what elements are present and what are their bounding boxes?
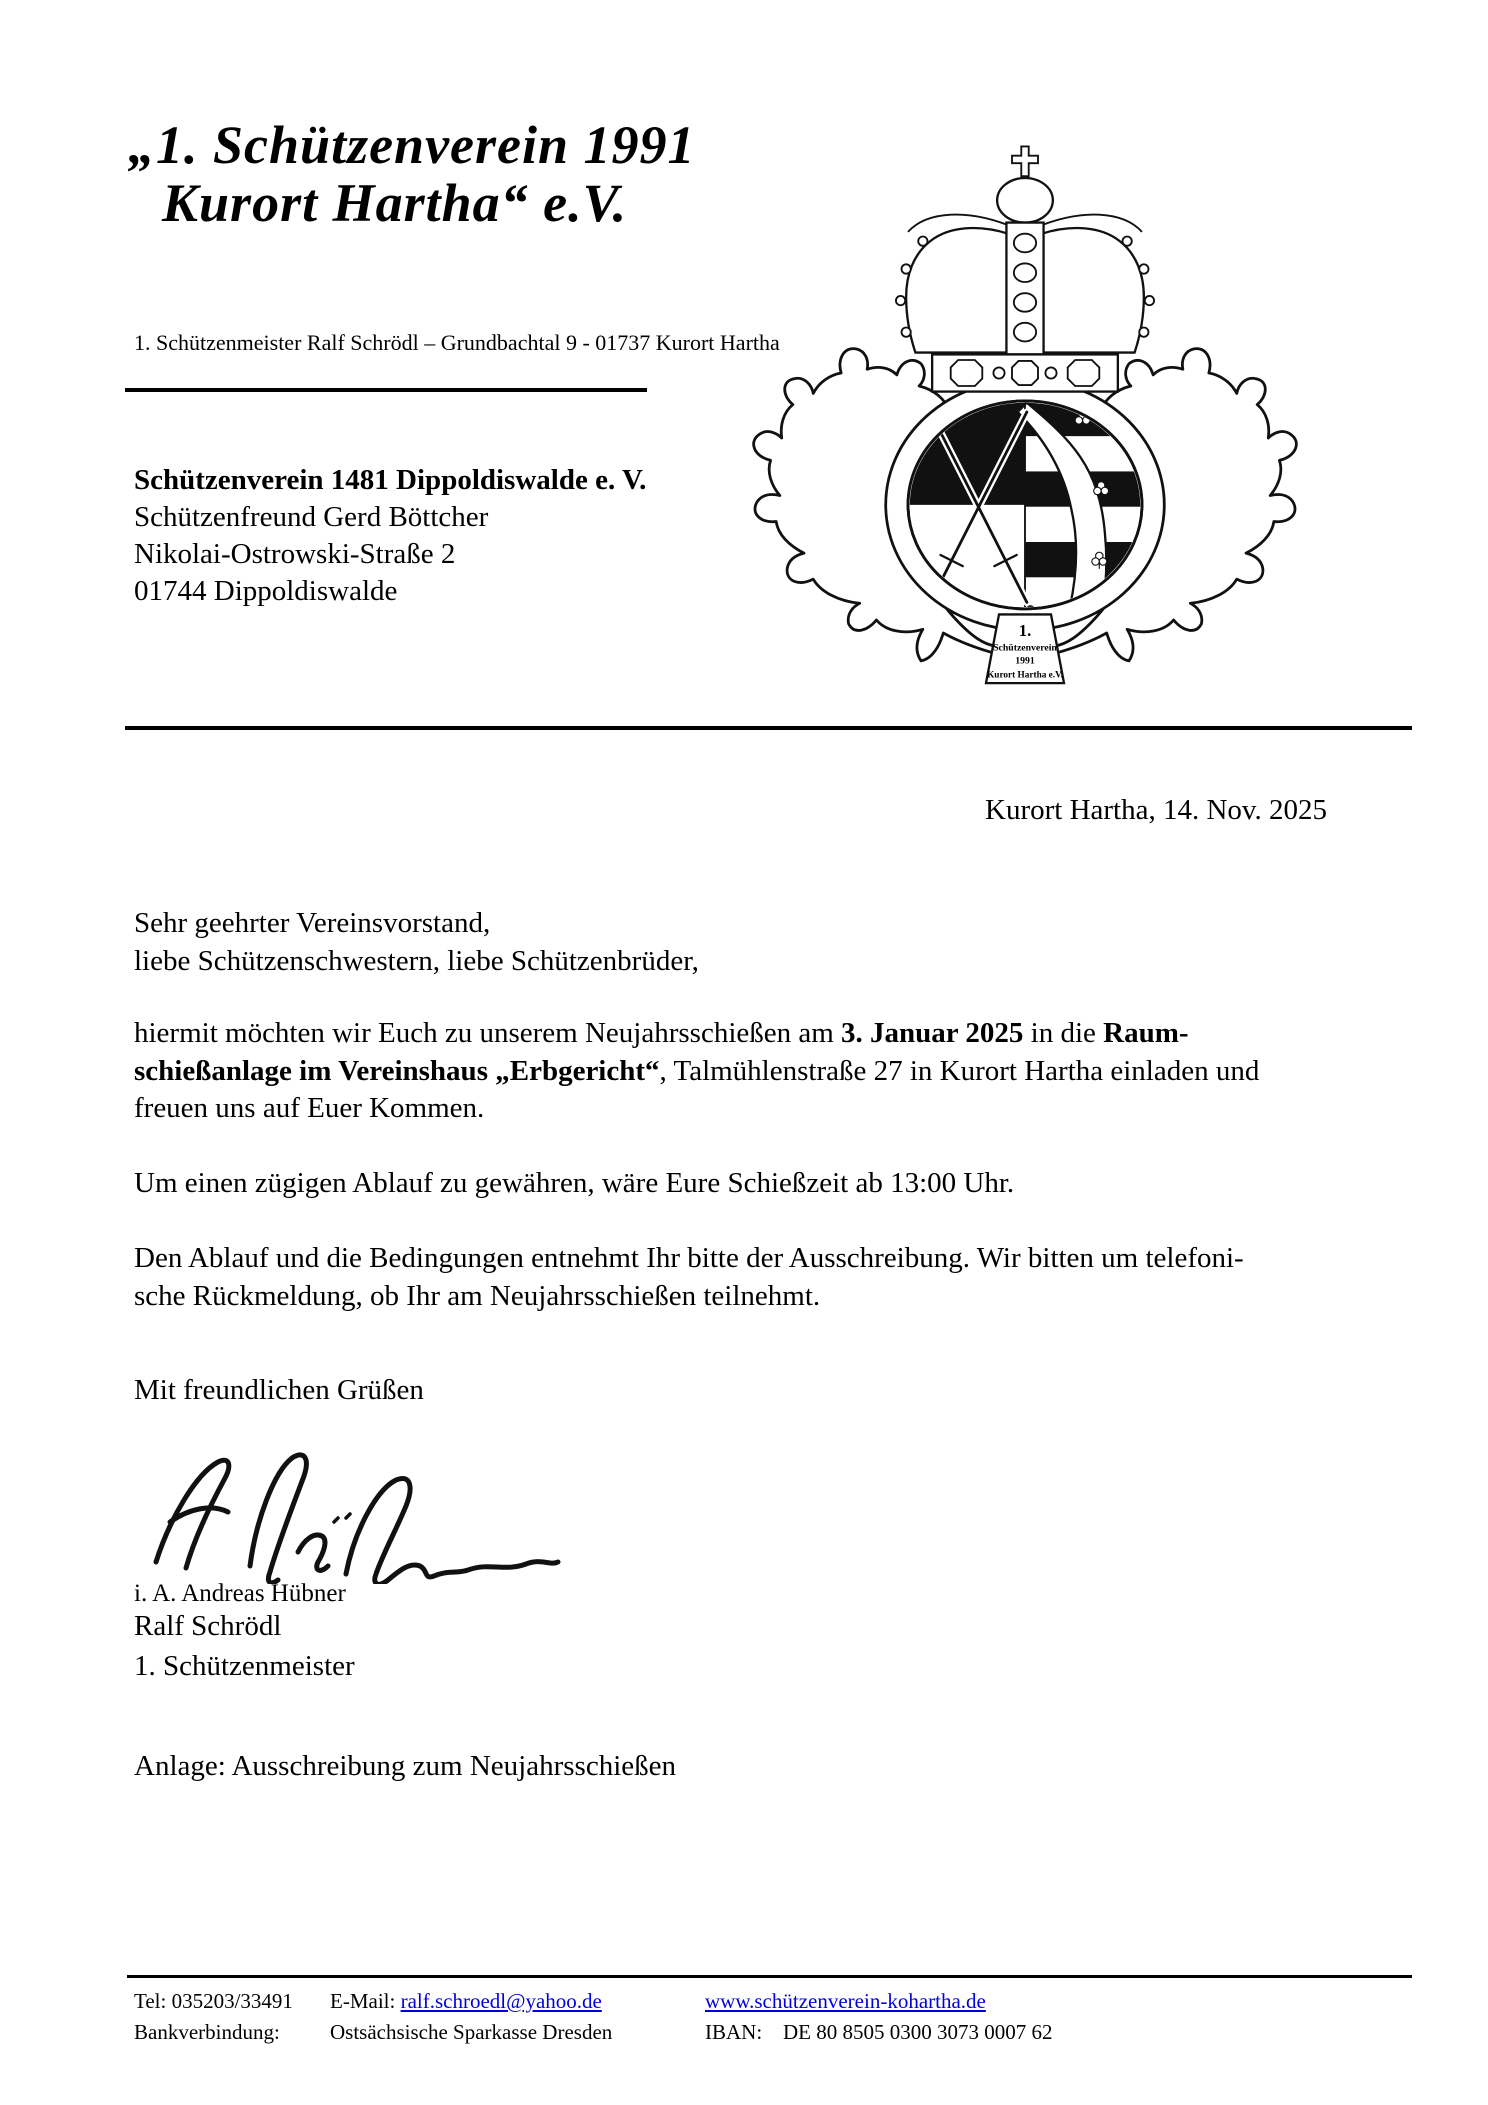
plaque-line2: Schützenverein <box>993 642 1057 654</box>
footer-bank-name: Ostsächsische Sparkasse Dresden <box>330 2020 613 2044</box>
crown <box>896 146 1154 391</box>
sender-divider <box>125 388 647 392</box>
paragraph-conditions <box>134 1240 1374 1315</box>
footer-divider <box>127 1975 1412 1978</box>
footer-row-1 <box>134 1986 1414 2017</box>
salutation <box>134 905 699 980</box>
footer-iban <box>705 2017 1053 2048</box>
signature <box>138 1424 568 1584</box>
p3-line2: sche Rückmeldung, ob Ihr am Neujahrsschießen teilnehmt. <box>134 1279 821 1312</box>
recipient-street: Nikolai-Ostrowski-Straße 2 <box>134 538 456 570</box>
p1-text: hiermit möchten wir Euch zu unserem Neujahrsschießen am <box>134 1017 842 1049</box>
salutation-line2: liebe Schützenschwestern, liebe Schützenbrüder, <box>134 944 699 977</box>
p1-text2: in die <box>1023 1017 1104 1049</box>
website-link[interactable]: www.schützenverein-kohartha.de <box>705 1989 986 2013</box>
signer-name: Ralf Schrödl <box>134 1610 282 1642</box>
club-title <box>128 116 696 232</box>
recipient-address <box>134 462 646 610</box>
dateline: Kurort Hartha, 14. Nov. 2025 <box>985 794 1328 826</box>
footer-row-2 <box>134 2017 1414 2048</box>
club-title-line1: „1. Schützenverein 1991 <box>128 115 696 175</box>
email-link[interactable]: ralf.schroedl@yahoo.de <box>400 1989 602 2013</box>
sender-line: 1. Schützenmeister Ralf Schrödl – Grundbachtal 9 - 01737 Kurort Hartha <box>134 330 780 355</box>
footer-bank-label: Bankverbindung: <box>134 2020 280 2044</box>
p1-venue-bold-b: schießanlage im Vereinshaus „Erbgericht“ <box>134 1054 660 1087</box>
p1-date-bold: 3. Januar 2025 <box>841 1017 1024 1049</box>
footer-iban-label: IBAN: <box>705 2020 763 2044</box>
attachment-note: Anlage: Ausschreibung zum Neujahrsschießen <box>134 1750 676 1782</box>
paragraph-schedule: Um einen zügigen Ablauf zu gewähren, wäre Eure Schießzeit ab 13:00 Uhr. <box>134 1167 1015 1199</box>
footer-email <box>330 1986 602 2017</box>
p1-text3: , Talmühlenstraße 27 in Kurort Hartha einladen und <box>659 1054 1260 1087</box>
p1-venue-bold-a: Raum- <box>1103 1017 1189 1049</box>
p1-text4: freuen uns auf Euer Kommen. <box>134 1092 485 1124</box>
plaque-line3: 1991 <box>1015 655 1035 667</box>
footer-phone: Tel: 035203/33491 <box>134 1989 293 2013</box>
footer-email-label: E-Mail: <box>330 1989 401 2013</box>
footer <box>134 1986 1414 2048</box>
paragraph-invitation <box>134 1015 1374 1128</box>
per-procura-name: i. A. Andreas Hübner <box>134 1580 346 1607</box>
closing-greeting: Mit freundlichen Grüßen <box>134 1374 424 1406</box>
signer-title: 1. Schützenmeister <box>134 1650 355 1682</box>
club-crest-emblem <box>700 112 1350 712</box>
recipient-org: Schützenverein 1481 Dippoldiswalde e. V. <box>134 464 647 496</box>
plaque-line1: 1. <box>1018 620 1032 640</box>
club-title-line2: Kurort Hartha“ e.V. <box>162 173 628 233</box>
footer-iban-value: DE 80 8505 0300 3073 0007 62 <box>783 2020 1053 2044</box>
salutation-line1: Sehr geehrter Vereinsvorstand, <box>134 907 491 939</box>
recipient-city: 01744 Dippoldiswalde <box>134 575 398 607</box>
p3-line1: Den Ablauf und die Bedingungen entnehmt Ihr bitte der Ausschreibung. Wir bitten um telefoni- <box>134 1242 1244 1274</box>
crest-plaque <box>986 614 1064 683</box>
recipient-person: Schützenfreund Gerd Böttcher <box>134 501 489 533</box>
plaque-line4: Kurort Hartha e.V. <box>987 670 1063 681</box>
header-divider <box>125 726 1412 730</box>
